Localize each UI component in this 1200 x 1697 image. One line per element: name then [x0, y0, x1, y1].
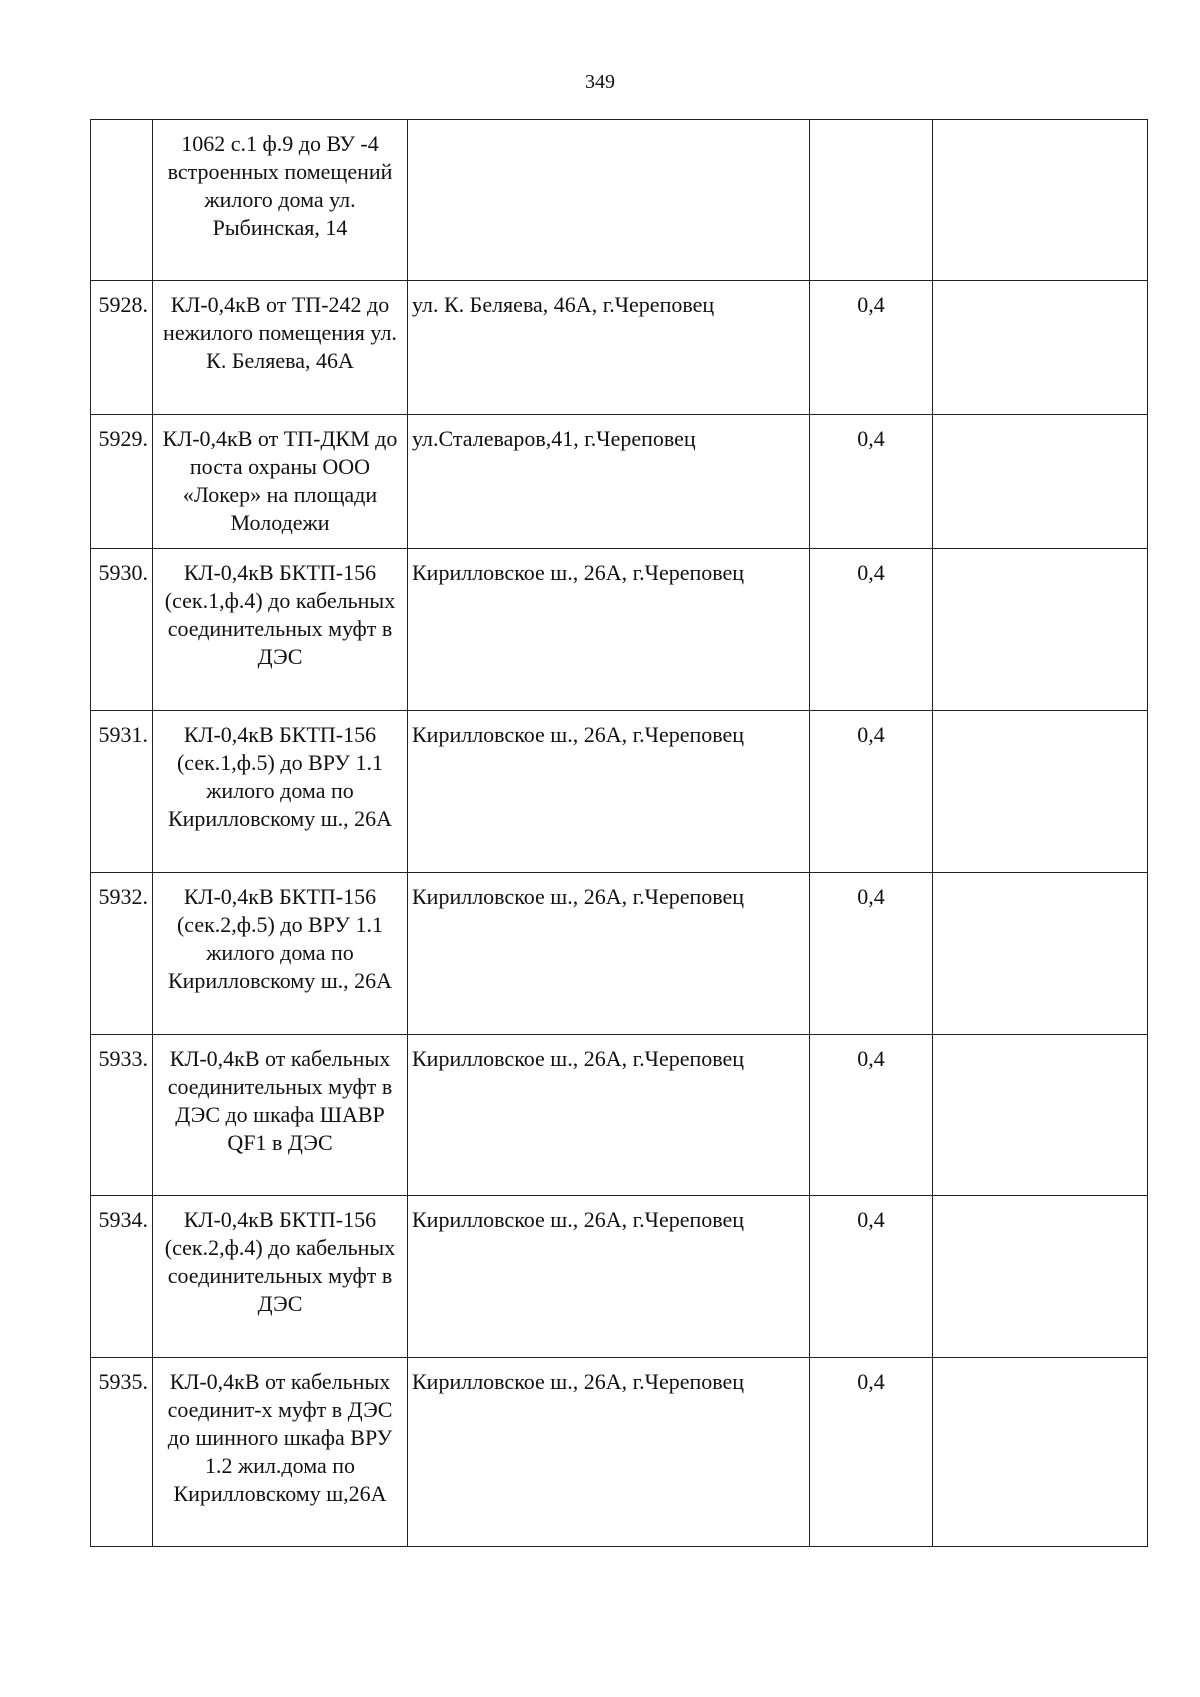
cable-line-name: КЛ-0,4кВ БКТП-156 (сек.1,ф.5) до ВРУ 1.1 жилого дома по Кирилловскому ш., 26А: [153, 711, 408, 873]
cable-line-address: ул. К. Беляева, 46А, г.Череповец: [408, 281, 810, 415]
cable-line-address: [408, 120, 810, 281]
cable-line-name: КЛ-0,4кВ БКТП-156 (сек.1,ф.4) до кабельных соединительных муфт в ДЭС: [153, 549, 408, 711]
cable-line-extra: [933, 1358, 1148, 1547]
cable-line-address: Кирилловское ш., 26А, г.Череповец: [408, 1196, 810, 1358]
cable-line-extra: [933, 1196, 1148, 1358]
row-number: 5933.: [91, 1035, 153, 1196]
table-row: [91, 415, 1148, 549]
cable-line-voltage: 0,4: [810, 281, 933, 415]
cable-line-address: Кирилловское ш., 26А, г.Череповец: [408, 873, 810, 1035]
cable-line-name: КЛ-0,4кВ от кабельных соединительных муфт в ДЭС до шкафа ШАВР QF1 в ДЭС: [153, 1035, 408, 1196]
cable-line-extra: [933, 415, 1148, 549]
table-row: [91, 711, 1148, 873]
table-row: [91, 1358, 1148, 1547]
row-number: 5932.: [91, 873, 153, 1035]
cable-line-voltage: 0,4: [810, 1358, 933, 1547]
row-number: 5929.: [91, 415, 153, 549]
cable-line-address: Кирилловское ш., 26А, г.Череповец: [408, 549, 810, 711]
cable-line-voltage: 0,4: [810, 549, 933, 711]
cable-line-voltage: 0,4: [810, 873, 933, 1035]
cable-line-extra: [933, 281, 1148, 415]
row-number: 5934.: [91, 1196, 153, 1358]
cable-lines-table: [90, 119, 1148, 1547]
table-row: [91, 1035, 1148, 1196]
row-number: 5930.: [91, 549, 153, 711]
cable-line-voltage: 0,4: [810, 1196, 933, 1358]
cable-line-extra: [933, 1035, 1148, 1196]
cable-line-address: Кирилловское ш., 26А, г.Череповец: [408, 711, 810, 873]
cable-line-address: Кирилловское ш., 26А, г.Череповец: [408, 1035, 810, 1196]
cable-line-name: КЛ-0,4кВ от ТП-242 до нежилого помещения ул. К. Беляева, 46А: [153, 281, 408, 415]
cable-line-address: ул.Сталеваров,41, г.Череповец: [408, 415, 810, 549]
table-row: [91, 549, 1148, 711]
cable-line-voltage: [810, 120, 933, 281]
cable-line-extra: [933, 120, 1148, 281]
cable-line-extra: [933, 873, 1148, 1035]
table-row: [91, 1196, 1148, 1358]
cable-line-voltage: 0,4: [810, 415, 933, 549]
table-row: [91, 873, 1148, 1035]
row-number: 5928.: [91, 281, 153, 415]
row-number: [91, 120, 153, 281]
cable-line-name: КЛ-0,4кВ от ТП-ДКМ до поста охраны ООО «Локер» на площади Молодежи: [153, 415, 408, 549]
page-number: 349: [585, 71, 615, 93]
cable-line-voltage: 0,4: [810, 711, 933, 873]
row-number: 5935.: [91, 1358, 153, 1547]
cable-line-voltage: 0,4: [810, 1035, 933, 1196]
table-row: [91, 281, 1148, 415]
cable-line-name: КЛ-0,4кВ БКТП-156 (сек.2,ф.4) до кабельных соединительных муфт в ДЭС: [153, 1196, 408, 1358]
cable-line-address: Кирилловское ш., 26А, г.Череповец: [408, 1358, 810, 1547]
cable-line-name: КЛ-0,4кВ БКТП-156 (сек.2,ф.5) до ВРУ 1.1 жилого дома по Кирилловскому ш., 26А: [153, 873, 408, 1035]
cable-line-extra: [933, 711, 1148, 873]
row-number: 5931.: [91, 711, 153, 873]
cable-line-extra: [933, 549, 1148, 711]
cable-line-name: 1062 с.1 ф.9 до ВУ -4 встроенных помещений жилого дома ул. Рыбинская, 14: [153, 120, 408, 281]
table-row: [91, 120, 1148, 281]
cable-line-name: КЛ-0,4кВ от кабельных соединит-х муфт в ДЭС до шинного шкафа ВРУ 1.2 жил.дома по Кирилловскому ш,26А: [153, 1358, 408, 1547]
